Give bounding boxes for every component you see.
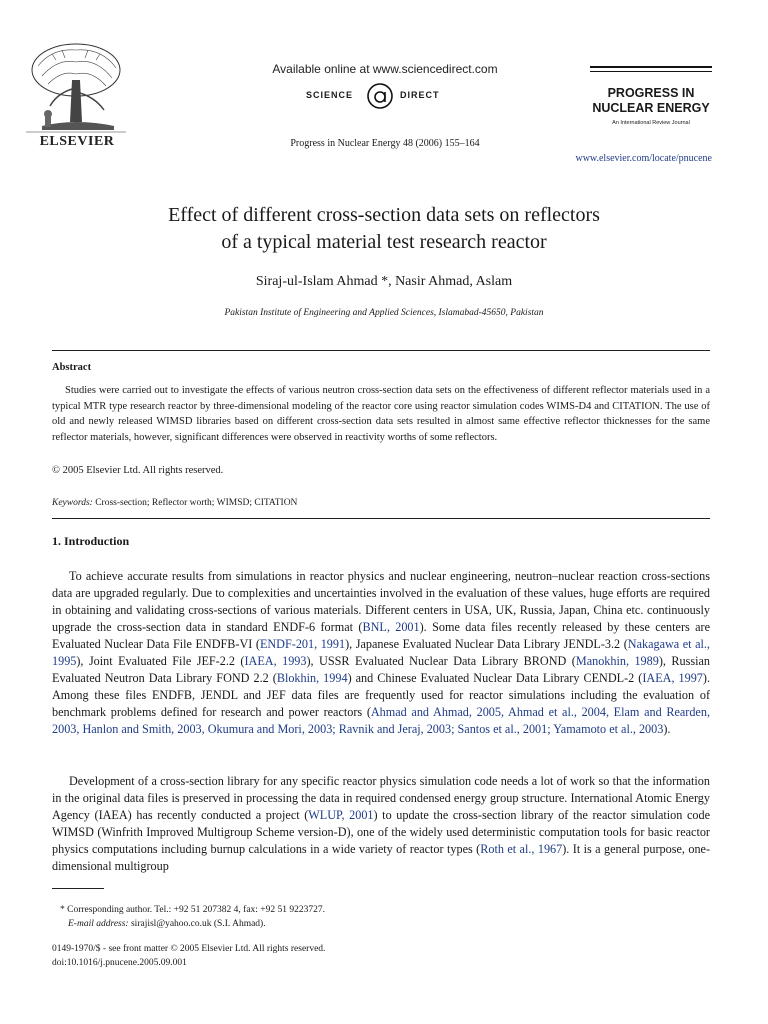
- journal-title: [588, 86, 714, 116]
- journal-title-line2: NUCLEAR ENERGY: [592, 101, 710, 115]
- reference-link[interactable]: IAEA, 1997: [642, 671, 703, 685]
- abstract-body: Studies were carried out to investigate the effects of various neutron cross-section data sets on the effectiveness of different reflector materials used in a typical MTR type research reactor by three-dimensional modeling of the reactor core using reactor simulation codes WIMS-D4 and CITATION. The use of old and newly released WIMSD libraries based on different cross-section data sets resulted in almost same effective reflector thicknesses for the same reflector materials, however, significant differences were observed in reactivity worths of some reflectors.: [52, 385, 710, 443]
- sciencedirect-left-label: SCIENCE: [306, 90, 354, 100]
- keywords-values: Cross-section; Reflector worth; WIMSD; CITATION: [95, 498, 298, 508]
- abstract-top-rule: [52, 350, 710, 351]
- paragraph-text: ).: [663, 722, 671, 736]
- paragraph-text: ), Russian Evaluated Neutron Data Library FOND 2.2 (: [52, 654, 711, 685]
- intro-paragraph-2: [52, 773, 710, 875]
- footnote-corresponding-author: * Corresponding author. Tel.: +92 51 207382 4, fax: +92 51 9223727.: [60, 905, 326, 915]
- article-title-line1: Effect of different cross-section data sets on reflectors: [168, 204, 600, 226]
- abstract-copyright: © 2005 Elsevier Ltd. All rights reserved.: [52, 465, 224, 476]
- doi-line: doi:10.1016/j.pnucene.2005.09.001: [52, 958, 187, 968]
- abstract-bottom-rule: [52, 518, 710, 519]
- sciencedirect-right-label: DIRECT: [400, 90, 440, 100]
- journal-citation: Progress in Nuclear Energy 48 (2006) 155–164: [290, 138, 480, 149]
- paragraph-text: ) to update the cross-section library of the reactor simulation code WIMSD (Winfrith Improved Multigroup Scheme version-D), one of the widely used deterministic computation tools for basic reactor physics computations including burnup calculations in a wide variety of reactor types (: [52, 808, 710, 856]
- paragraph-text: ), Joint Evaluated File JEF-2.2 (: [76, 654, 245, 668]
- abstract-heading: Abstract: [52, 362, 92, 373]
- reference-link[interactable]: Roth et al., 1967: [480, 842, 563, 856]
- journal-url-link[interactable]: www.elsevier.com/locate/pnucene: [575, 153, 712, 164]
- journal-title-rule-thin: [590, 71, 712, 72]
- reference-link[interactable]: Manokhin, 1989: [575, 654, 659, 668]
- paragraph-text: ). It is a general purpose, one-dimensional multigroup: [52, 842, 711, 873]
- paragraph-text: To achieve accurate results from simulations in reactor physics and nuclear engineering, neutron–nuclear reaction cross-sections data are upgraded regularly. Due to complexities and uncertainties involved in the evaluation of these values, huge efforts are required in obtaining and validating cross-sections of various materials. Different centers in USA, UK, Russia, Japan, China etc. continuously upgrade the cross-section data in standard ENDF-6 format (: [52, 569, 710, 634]
- footnote-email: [68, 919, 266, 929]
- journal-title-rule: [590, 66, 712, 68]
- article-title-line2: of a typical material test research reactor: [221, 231, 547, 253]
- paragraph-text: ) and Chinese Evaluated Nuclear Data Library CENDL-2 (: [347, 671, 643, 685]
- sciencedirect-at-icon: [366, 82, 394, 110]
- author-affiliation: Pakistan Institute of Engineering and Applied Sciences, Islamabad-45650, Pakistan: [224, 308, 544, 318]
- publisher-name: ELSEVIER: [39, 134, 115, 149]
- email-label: E-mail address:: [68, 919, 129, 929]
- reference-link[interactable]: BNL, 2001: [362, 620, 420, 634]
- tree-icon: [22, 40, 130, 135]
- paragraph-text: ). Among these files ENDFB, JENDL and JEF data files are frequently used for reactor simulations including the evaluation of benchmark problems defined for research and power reactors (: [52, 671, 711, 719]
- sciencedirect-logo: [240, 82, 530, 110]
- journal-title-line1: PROGRESS IN: [607, 86, 695, 100]
- keywords-line: [52, 498, 297, 508]
- footnote-rule: [52, 888, 104, 889]
- reference-link[interactable]: Blokhin, 1994: [276, 671, 348, 685]
- reference-link[interactable]: IAEA, 1993: [244, 654, 307, 668]
- article-authors: Siraj-ul-Islam Ahmad *, Nasir Ahmad, Aslam: [255, 274, 513, 289]
- reference-link[interactable]: Nakagawa et al., 1995: [52, 637, 710, 668]
- available-online-text: Available online at www.sciencedirect.com: [272, 62, 498, 76]
- paragraph-text: ), USSR Evaluated Nuclear Data Library BROND (: [306, 654, 576, 668]
- reference-link[interactable]: ENDF-201, 1991: [259, 637, 346, 651]
- article-title: [60, 202, 708, 256]
- keywords-label: Keywords:: [52, 498, 93, 508]
- paragraph-text: ), Japanese Evaluated Nuclear Data Library JENDL-3.2 (: [345, 637, 628, 651]
- section-heading-introduction: 1. Introduction: [52, 534, 130, 548]
- email-address: sirajisl@yahoo.co.uk (S.I. Ahmad).: [130, 919, 266, 929]
- paragraph-text: Development of a cross-section library for any specific reactor physics simulation code needs a lot of work so that the information in the original data files is preserved in processing the data in required condensed energy group structure. International Atomic Energy Agency (IAEA) has recently conducted a project (: [52, 774, 710, 822]
- paragraph-text: ). Some data files recently released by these centers are Evaluated Nuclear Data File ENDFB-VI (: [52, 620, 711, 651]
- reference-link[interactable]: Ahmad and Ahmad, 2005, Ahmad et al., 2004, Elam and Rearden, 2003, Hanlon and Smith, 2003, Okumura and Mori, 2003; Ravnik and Jeraj, 2003; Santos et al., 2001; Yamamoto et al., 2003: [52, 705, 710, 736]
- journal-subtitle: An International Review Journal: [612, 120, 690, 126]
- issn-line: 0149-1970/$ - see front matter © 2005 Elsevier Ltd. All rights reserved.: [52, 944, 326, 954]
- reference-link[interactable]: WLUP, 2001: [308, 808, 374, 822]
- intro-paragraph-1: [52, 568, 710, 738]
